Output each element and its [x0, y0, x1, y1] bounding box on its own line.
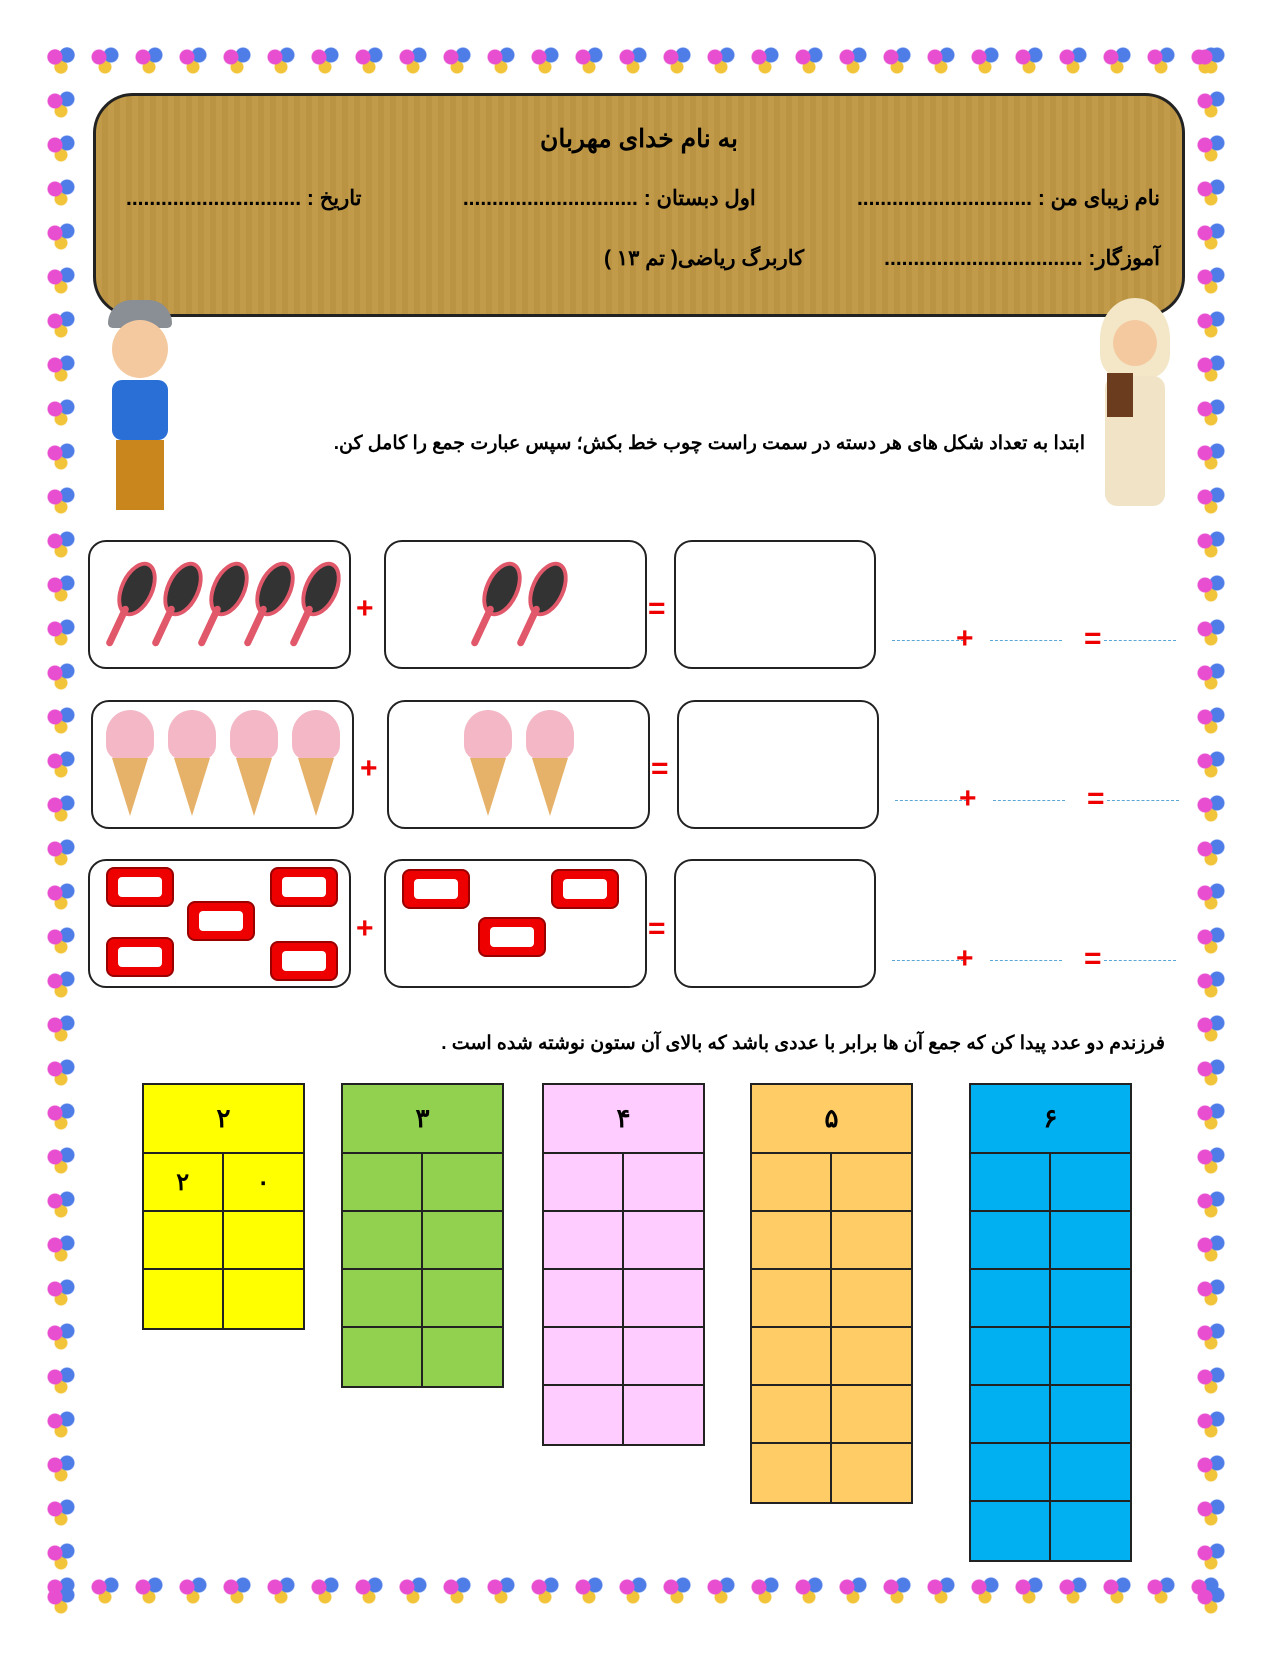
balloon-border-left [45, 45, 85, 1615]
answer-cell[interactable] [624, 1386, 704, 1444]
answer-cell[interactable] [423, 1212, 503, 1270]
answer-box-2[interactable] [677, 700, 879, 829]
answer-cell[interactable] [971, 1444, 1051, 1502]
column-target-number: ۶ [971, 1085, 1130, 1154]
sum-column-4 [542, 1083, 705, 1446]
answer-cell[interactable] [624, 1270, 704, 1328]
balloon-border-bottom [45, 1575, 1235, 1615]
sum-column-5 [750, 1083, 913, 1504]
hairbrush-icon [292, 560, 332, 650]
header-box [93, 93, 1185, 317]
column-target-number: ۲ [144, 1085, 303, 1154]
sharpener-icon [187, 901, 255, 941]
answer-cell[interactable] [832, 1212, 912, 1270]
answer-cell[interactable] [971, 1154, 1051, 1212]
hairbrush-icon [154, 560, 194, 650]
answer-cell[interactable] [144, 1212, 224, 1270]
answer-cell[interactable] [832, 1386, 912, 1444]
answer-cell[interactable] [752, 1154, 832, 1212]
equals-sign: = [651, 752, 669, 785]
plus-sign: + [356, 912, 374, 945]
group-left-hairbrushes [88, 540, 351, 669]
answer-cell[interactable] [544, 1154, 624, 1212]
plus-sign: + [956, 942, 974, 975]
answer-cell[interactable] [832, 1444, 912, 1502]
sum-column-6 [969, 1083, 1132, 1562]
answer-cell[interactable] [1051, 1328, 1131, 1386]
answer-cell[interactable] [423, 1328, 503, 1386]
balloon-border-top [45, 45, 1235, 85]
teacher-field[interactable]: آموزگار: .................................. [884, 247, 1160, 270]
sharpener-icon [270, 867, 338, 907]
sharpener-icon [106, 937, 174, 977]
answer-box-1[interactable] [674, 540, 876, 669]
blank-line[interactable] [990, 960, 1062, 961]
answer-cell[interactable] [1051, 1212, 1131, 1270]
sharpener-icon [106, 867, 174, 907]
answer-cell[interactable] [343, 1212, 423, 1270]
plus-sign: + [956, 622, 974, 655]
answer-cell[interactable] [624, 1154, 704, 1212]
hairbrush-icon [519, 560, 559, 650]
blank-line[interactable] [892, 640, 964, 641]
group-left-ice-creams [91, 700, 354, 829]
answer-cell[interactable]: ۰ [224, 1154, 304, 1212]
answer-cell[interactable] [752, 1386, 832, 1444]
answer-cell[interactable] [544, 1328, 624, 1386]
instruction-2: فرزندم دو عدد پیدا کن که جمع آن ها برابر با عددی باشد که بالای آن ستون نوشته شده است . [441, 1033, 1165, 1054]
instruction-1: ابتدا به تعداد شکل های هر دسته در سمت راست چوب خط بکش؛ سپس عبارت جمع را کامل کن. [333, 433, 1085, 454]
answer-cell[interactable] [343, 1270, 423, 1328]
answer-cell[interactable] [343, 1154, 423, 1212]
sharpener-icon [551, 869, 619, 909]
plus-sign: + [356, 592, 374, 625]
balloon-border-right [1195, 45, 1235, 1615]
equals-sign: = [648, 592, 666, 625]
blank-line[interactable] [1107, 800, 1179, 801]
ice-cream-icon [102, 710, 158, 820]
ice-cream-icon [226, 710, 282, 820]
answer-cell[interactable] [423, 1270, 503, 1328]
column-target-number: ۵ [752, 1085, 911, 1154]
hairbrush-icon [246, 560, 286, 650]
ice-cream-icon [288, 710, 344, 820]
answer-cell[interactable] [971, 1270, 1051, 1328]
plus-sign: + [959, 782, 977, 815]
answer-cell[interactable] [971, 1328, 1051, 1386]
hairbrush-icon [108, 560, 148, 650]
boy-illustration [90, 300, 190, 520]
answer-cell[interactable] [752, 1328, 832, 1386]
sum-column-2 [142, 1083, 305, 1330]
equals-sign: = [1087, 782, 1105, 815]
answer-cell[interactable] [971, 1212, 1051, 1270]
answer-cell[interactable] [752, 1270, 832, 1328]
answer-cell[interactable] [832, 1270, 912, 1328]
answer-cell[interactable] [971, 1386, 1051, 1444]
page-title: به نام خدای مهربان [540, 125, 738, 153]
answer-cell[interactable] [1051, 1154, 1131, 1212]
ice-cream-icon [460, 710, 516, 820]
answer-cell[interactable] [832, 1328, 912, 1386]
blank-line[interactable] [1104, 640, 1176, 641]
ice-cream-icon [522, 710, 578, 820]
blank-line[interactable] [990, 640, 1062, 641]
answer-cell[interactable] [224, 1212, 304, 1270]
class-field[interactable]: اول دبستان : .............................. [462, 187, 756, 210]
blank-line[interactable] [895, 800, 967, 801]
answer-cell[interactable] [423, 1154, 503, 1212]
girl-illustration [1095, 298, 1175, 518]
blank-line[interactable] [993, 800, 1065, 801]
group-left-sharpeners [88, 859, 351, 988]
equals-sign: = [648, 912, 666, 945]
answer-cell[interactable] [832, 1154, 912, 1212]
answer-cell[interactable] [752, 1212, 832, 1270]
ice-cream-icon [164, 710, 220, 820]
sharpener-icon [270, 941, 338, 981]
equals-sign: = [1084, 942, 1102, 975]
answer-cell[interactable] [224, 1270, 304, 1328]
group-right-ice-creams [387, 700, 650, 829]
answer-cell[interactable] [971, 1502, 1051, 1560]
group-right-hairbrushes [384, 540, 647, 669]
name-field[interactable]: نام زیبای من : .............................. [856, 187, 1160, 210]
answer-cell[interactable]: ۲ [144, 1154, 224, 1212]
answer-cell[interactable] [624, 1328, 704, 1386]
sharpener-icon [402, 869, 470, 909]
sharpener-icon [478, 917, 546, 957]
blank-line[interactable] [1104, 960, 1176, 961]
group-right-sharpeners [384, 859, 647, 988]
hairbrush-icon [473, 560, 513, 650]
worksheet-title: کاربرگ ریاضی( تم ۱۳ ) [603, 247, 805, 270]
sum-column-3 [341, 1083, 504, 1388]
date-field[interactable]: تاریخ : .............................. [126, 187, 362, 210]
answer-cell[interactable] [624, 1212, 704, 1270]
answer-cell[interactable] [544, 1270, 624, 1328]
column-target-number: ۴ [544, 1085, 703, 1154]
answer-cell[interactable] [144, 1270, 224, 1328]
answer-cell[interactable] [544, 1386, 624, 1444]
answer-cell[interactable] [1051, 1502, 1131, 1560]
equals-sign: = [1084, 622, 1102, 655]
column-target-number: ۳ [343, 1085, 502, 1154]
plus-sign: + [360, 752, 378, 785]
blank-line[interactable] [892, 960, 964, 961]
hairbrush-icon [200, 560, 240, 650]
answer-cell[interactable] [1051, 1270, 1131, 1328]
answer-cell[interactable] [343, 1328, 423, 1386]
answer-cell[interactable] [1051, 1386, 1131, 1444]
answer-cell[interactable] [752, 1444, 832, 1502]
answer-box-3[interactable] [674, 859, 876, 988]
answer-cell[interactable] [1051, 1444, 1131, 1502]
answer-cell[interactable] [544, 1212, 624, 1270]
